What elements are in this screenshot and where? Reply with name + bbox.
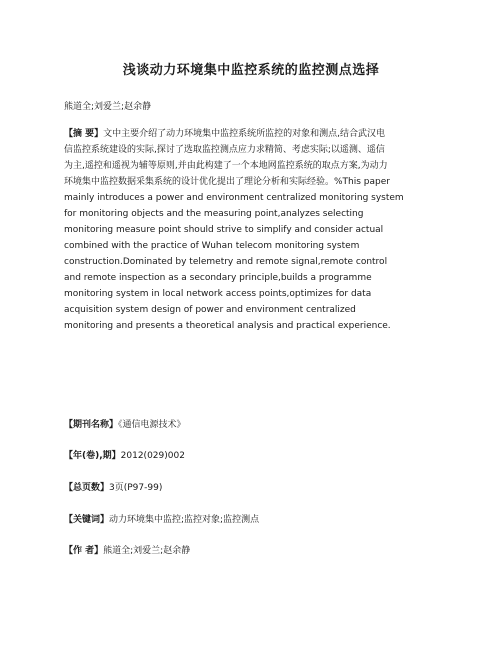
abstract-line: 环境集中监控数据采集系统的设计优化提出了理论分析和实际经验。%This paper	[64, 177, 390, 187]
abstract-line: for monitoring objects and the measuring point,analyzes selecting	[64, 209, 364, 219]
abstract-line: and remote inspection as a secondary principle,builds a programme	[64, 273, 372, 283]
abstract-line: 【摘 要】文中主要介绍了动力环境集中监控系统所监控的对象和测点,结合武汉电	[64, 129, 386, 139]
abstract-line: monitoring system in local network access points,optimizes for data	[64, 289, 372, 299]
year-issue-value: 2012(029)002	[120, 451, 185, 461]
abstract-line: monitoring measure point should strive to simplify and consider actual	[64, 225, 384, 235]
keywords-field	[64, 513, 259, 527]
authors-label: 【作 者】	[64, 546, 104, 556]
authors-field	[64, 544, 190, 558]
document-title: 浅谈动力环境集中监控系统的监控测点选择	[122, 63, 380, 78]
total-pages-label: 【总页数】	[64, 483, 110, 493]
year-issue-label: 【年(卷),期】	[64, 451, 121, 461]
abstract-label: 【摘 要】	[64, 129, 104, 139]
total-pages-field	[64, 481, 162, 495]
total-pages-value: 3页(P97-99)	[109, 483, 163, 493]
abstract-line: combined with the practice of Wuhan telecom monitoring system	[64, 241, 360, 251]
abstract-line: mainly introduces a power and environment centralized monitoring system	[64, 193, 404, 203]
abstract-block	[64, 126, 441, 334]
abstract-line: 信监控系统建设的实际,探讨了选取监控测点应力求精简、考虑实际;以遥测、遥信	[64, 145, 385, 155]
abstract-line: 为主,遥控和遥视为辅等原则,并由此构建了一个本地网监控系统的取点方案,为动力	[64, 161, 388, 171]
journal-name-value: 《通信电源技术》	[118, 420, 186, 430]
author-line: 熊道全;刘爱兰;赵余静	[64, 102, 152, 112]
authors-value: 熊道全;刘爱兰;赵余静	[103, 546, 191, 556]
journal-name-field	[64, 418, 186, 432]
keywords-label: 【关键词】	[64, 515, 110, 525]
journal-name-label: 【期刊名称】	[64, 420, 119, 430]
year-issue-field	[64, 449, 185, 463]
abstract-line: acquisition system design of power and environment centralized	[64, 305, 356, 315]
abstract-line: construction.Dominated by telemetry and remote signal,remote control	[64, 257, 388, 267]
keywords-value: 动力环境集中监控;监控对象;监控测点	[109, 515, 260, 525]
abstract-line: monitoring and presents a theoretical analysis and practical experience.	[64, 321, 391, 331]
